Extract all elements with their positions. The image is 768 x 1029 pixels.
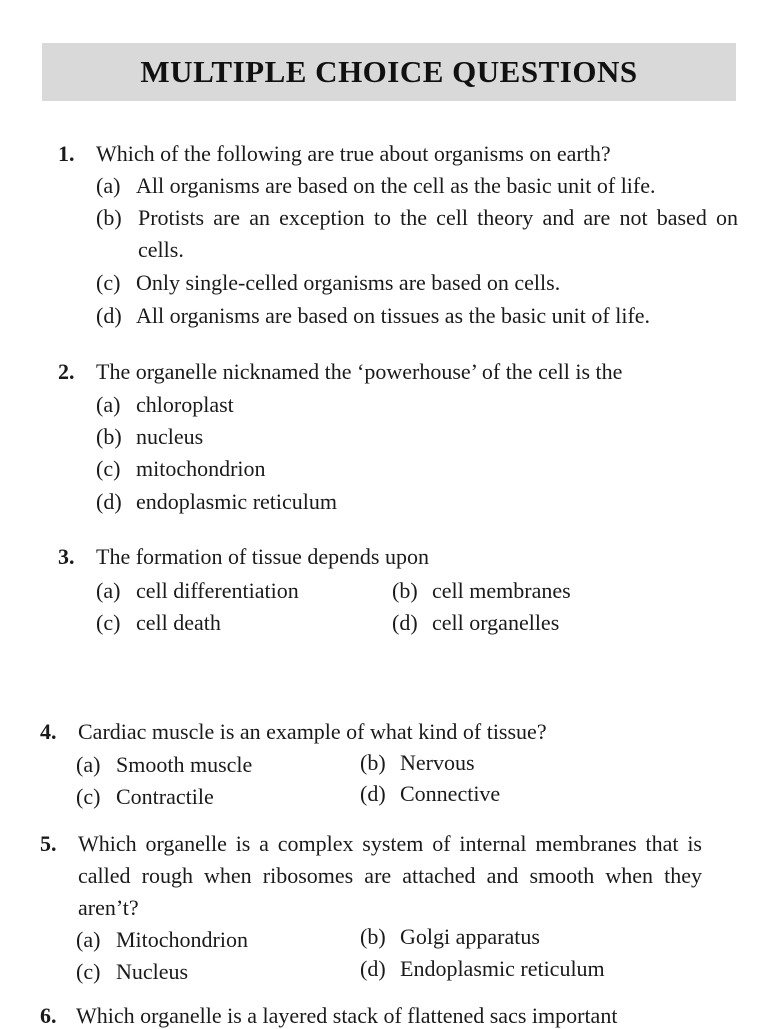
option-text: Endoplasmic reticulum: [400, 956, 605, 981]
option-text: All organisms are based on the cell as the basic unit of life.: [136, 173, 656, 198]
option-5c: [76, 956, 188, 988]
option-4c: [76, 781, 214, 813]
option-1c: [96, 267, 560, 299]
option-5a: [76, 924, 248, 956]
option-text: cell organelles: [432, 610, 560, 635]
option-label: (b): [96, 205, 122, 230]
option-text: cell membranes: [432, 578, 571, 603]
option-label: (b): [360, 924, 386, 949]
option-text: Contractile: [116, 784, 214, 809]
question-stem: The formation of tissue depends upon: [96, 544, 429, 569]
option-text: Mitochondrion: [116, 927, 248, 952]
question-number: 4.: [40, 719, 57, 744]
option-3a: [96, 575, 299, 607]
option-text: Connective: [400, 781, 501, 806]
option-5d: [360, 953, 605, 985]
option-label: (d): [96, 303, 122, 328]
option-4d: [360, 778, 500, 810]
option-2b: [96, 421, 203, 453]
option-label: (a): [96, 392, 121, 417]
section-title: MULTIPLE CHOICE QUESTIONS: [140, 54, 638, 89]
option-label: (a): [76, 752, 101, 777]
section-header: [42, 43, 736, 101]
question-number: 1.: [58, 141, 75, 166]
option-label: (b): [96, 424, 122, 449]
question-stem: The organelle nicknamed the ‘powerhouse’ of the cell is the: [96, 359, 623, 384]
question-6: [40, 1003, 617, 1029]
question-number: 3.: [58, 544, 75, 569]
option-2a: [96, 389, 234, 421]
option-2c: [96, 453, 266, 485]
option-text: mitochondrion: [136, 456, 266, 481]
option-label: (c): [96, 456, 121, 481]
option-text: Nucleus: [116, 959, 189, 984]
option-text: cell differentiation: [136, 578, 299, 603]
option-1d: [96, 300, 650, 332]
option-3c: [96, 607, 221, 639]
option-text: Smooth muscle: [116, 752, 253, 777]
option-5b: [360, 921, 540, 953]
question-stem: Cardiac muscle is an example of what kind of tissue?: [78, 719, 547, 744]
option-label: (c): [76, 959, 101, 984]
option-label: (b): [392, 578, 418, 603]
question-stem: Which of the following are true about organisms on earth?: [96, 141, 611, 166]
option-text: endoplasmic reticulum: [136, 489, 337, 514]
option-3d: [392, 607, 559, 639]
question-number: 2.: [58, 359, 75, 384]
option-4b: [360, 747, 475, 779]
option-text: Only single-celled organisms are based on cells.: [136, 270, 561, 295]
option-text: Golgi apparatus: [400, 924, 540, 949]
option-label: (a): [96, 578, 121, 603]
option-1a: [96, 170, 656, 202]
option-label: (c): [76, 784, 101, 809]
option-text: Nervous: [400, 750, 475, 775]
option-label: (a): [76, 927, 101, 952]
question-stem: Which organelle is a layered stack of flattened sacs important: [76, 1003, 618, 1028]
option-label: (d): [96, 489, 122, 514]
question-number: 5.: [40, 831, 57, 856]
option-2d: [96, 486, 337, 518]
option-text: cell death: [136, 610, 221, 635]
question-number: 6.: [40, 1003, 57, 1028]
option-label: (d): [392, 610, 418, 635]
option-label: (b): [360, 750, 386, 775]
option-3b: [392, 575, 571, 607]
option-text: chloroplast: [136, 392, 234, 417]
option-label: (d): [360, 956, 386, 981]
option-label: (a): [96, 173, 121, 198]
option-text: nucleus: [136, 424, 204, 449]
option-text: Protists are an exception to the cell theory and are not based on cells.: [138, 205, 738, 262]
option-4a: [76, 749, 252, 781]
option-label: (d): [360, 781, 386, 806]
question-stem: Which organelle is a complex system of internal membranes that is called rough when ribosomes are attached and smooth when they aren’t?: [78, 831, 702, 920]
option-label: (c): [96, 270, 121, 295]
option-text: All organisms are based on tissues as the basic unit of life.: [136, 303, 651, 328]
option-label: (c): [96, 610, 121, 635]
